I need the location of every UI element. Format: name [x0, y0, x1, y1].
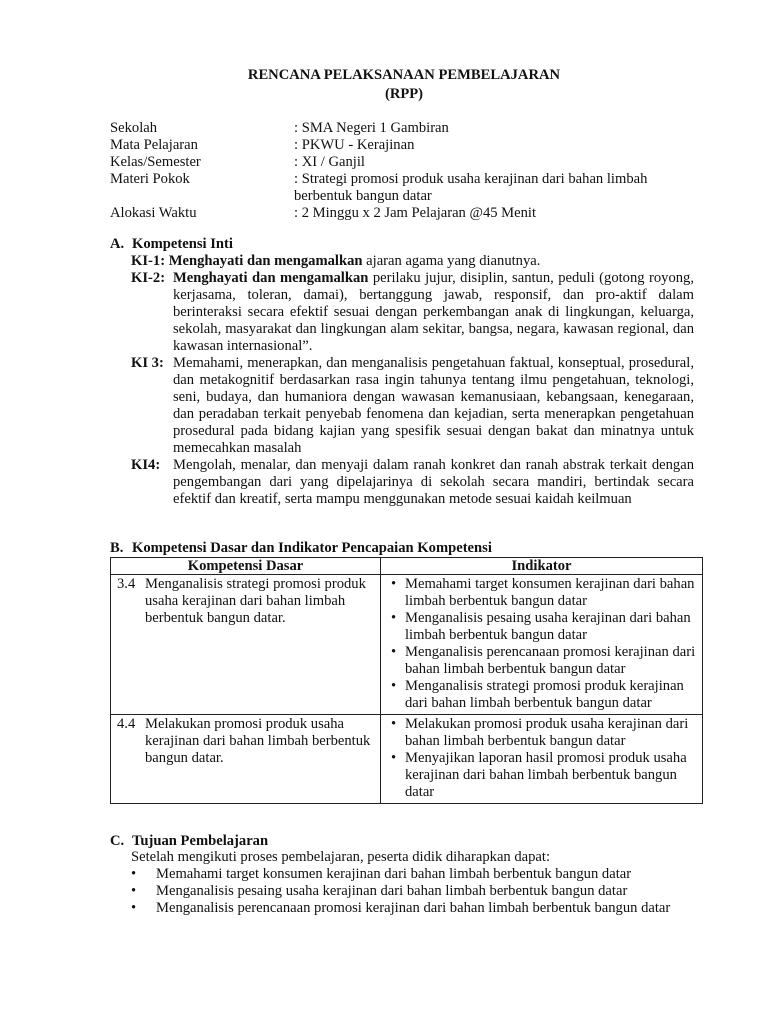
table-row: [111, 575, 703, 715]
info-row-kelas-semester: [110, 154, 710, 171]
ki-bold-text: Menghayati dan mengamalkan: [173, 270, 369, 286]
list-item: • Melakukan promosi produk usaha kerajinan dari bahan limbah berbentuk bangun datar: [391, 716, 698, 750]
indicator-list: [381, 575, 702, 714]
ki-item: [131, 355, 694, 457]
info-value: : XI / Ganjil: [294, 154, 365, 170]
info-row-alokasi-waktu: [110, 205, 710, 222]
table-row: [111, 715, 703, 804]
ki-label: KI-2:: [131, 270, 166, 286]
info-row-mata-pelajaran: [110, 137, 710, 154]
kd-text: Menganalisis strategi promosi produk usaha kerajinan dari bahan limbah berbentuk bangun datar.: [145, 576, 366, 626]
section-letter: B.: [110, 540, 124, 556]
list-item: • Menyajikan laporan hasil promosi produk usaha kerajinan dari bahan limbah berbentuk bangun datar: [391, 750, 698, 801]
list-item: • Memahami target konsumen kerajinan dari bahan limbah berbentuk bangun datar: [131, 866, 691, 883]
ki-item: [131, 253, 694, 270]
section-letter: A.: [110, 236, 125, 252]
ki-label: KI 3:: [131, 355, 164, 371]
list-item: • Menganalisis perencanaan promosi kerajinan dari bahan limbah berbentuk bangun datar: [131, 900, 691, 917]
column-header-kd: Kompetensi Dasar: [111, 558, 381, 575]
section-b-heading: [110, 540, 492, 557]
info-label: Materi Pokok: [110, 171, 190, 187]
ki-text: Mengolah, menalar, dan menyaji dalam ranah konkret dan ranah abstrak terkait dengan pengembangan dari yang dipelajarinya di sekolah secara mandiri, bertindak secara efektif dan kreatif, serta mampu menggunakan metode sesuai kaidah keilmuan: [173, 457, 694, 507]
ki-label: KI4:: [131, 457, 161, 473]
tujuan-list: [131, 866, 691, 917]
section-a-heading: [110, 236, 233, 253]
tujuan-intro: Setelah mengikuti proses pembelajaran, peserta didik diharapkan dapat:: [131, 849, 551, 865]
list-item: • Menganalisis pesaing usaha kerajinan dari bahan limbah berbentuk bangun datar: [131, 883, 691, 900]
section-c-heading: [110, 833, 268, 850]
info-label: Sekolah: [110, 120, 158, 136]
ki-bold-text: Menghayati dan mengamalkan: [168, 253, 363, 269]
kd-cell: [111, 715, 381, 804]
indicator-list: [381, 715, 702, 803]
info-row-materi-pokok: [110, 171, 710, 205]
kd-number: 4.4: [117, 716, 136, 732]
section-title: Kompetensi Inti: [132, 236, 233, 252]
table-header-row: [111, 558, 703, 575]
kompetensi-dasar-table: [110, 557, 703, 804]
info-label: Kelas/Semester: [110, 154, 201, 170]
info-value: : SMA Negeri 1 Gambiran: [294, 120, 449, 136]
column-header-indikator: Indikator: [381, 558, 703, 575]
info-value: : 2 Minggu x 2 Jam Pelajaran @45 Menit: [294, 205, 537, 221]
list-item: • Menganalisis perencanaan promosi kerajinan dari bahan limbah berbentuk bangun datar: [391, 644, 698, 678]
indikator-cell: [381, 575, 703, 715]
ki-item: [131, 457, 694, 508]
document-subtitle: (RPP): [384, 86, 424, 102]
info-label: Mata Pelajaran: [110, 137, 198, 153]
kompetensi-inti-list: [131, 253, 694, 508]
kd-text: Melakukan promosi produk usaha kerajinan dari bahan limbah berbentuk bangun datar.: [145, 716, 371, 766]
list-item: • Memahami target konsumen kerajinan dari bahan limbah berbentuk bangun datar: [391, 576, 698, 610]
document-title: RENCANA PELAKSANAAN PEMBELAJARAN: [247, 67, 561, 83]
ki-text: perilaku jujur, disiplin, santun, peduli (gotong royong, kerjasama, toleran, damai), bertanggung jawab, responsif, dan pro-aktif dalam berinteraksi secara efektif sesuai dengan perkembangan anak di lingkungan, keluarga, sekolah, masyarakat dan lingkungan alam sekitar, bangsa, negara, kawasan regional, dan kawasan internasional”.: [173, 270, 694, 354]
ki-label: KI-1:: [131, 253, 166, 269]
info-value: : PKWU - Kerajinan: [294, 137, 415, 153]
info-label: Alokasi Waktu: [110, 205, 197, 221]
info-row-sekolah: [110, 120, 710, 137]
kd-number: 3.4: [117, 576, 136, 592]
indikator-cell: [381, 715, 703, 804]
ki-text: ajaran agama yang dianutnya.: [362, 253, 541, 269]
ki-item: [131, 270, 694, 355]
list-item: • Menganalisis pesaing usaha kerajinan dari bahan limbah berbentuk bangun datar: [391, 610, 698, 644]
ki-text: Memahami, menerapkan, dan menganalisis pengetahuan faktual, konseptual, prosedural, dan metakognitif berdasarkan rasa ingin tahunya tentang ilmu pengetahuan, teknologi, seni, budaya, dan humaniora dengan wawasan kemanusiaan, kebangsaan, kenegaraan, dan peradaban terkait penyebab fenomena dan kejadian, serta menerapkan pengetahuan prosedural pada bidang kajian yang spesifik sesuai dengan bakat dan minatnya untuk memecahkan masalah: [173, 355, 694, 456]
section-title: Tujuan Pembelajaran: [132, 833, 269, 849]
section-letter: C.: [110, 833, 125, 849]
identity-block: [110, 120, 710, 222]
kd-cell: [111, 575, 381, 715]
section-title: Kompetensi Dasar dan Indikator Pencapaian Kompetensi: [132, 540, 492, 556]
info-value: : Strategi promosi produk usaha kerajinan dari bahan limbah berbentuk bangun datar: [294, 171, 648, 204]
list-item: • Menganalisis strategi promosi produk kerajinan dari bahan limbah berbentuk bangun datar: [391, 678, 698, 712]
